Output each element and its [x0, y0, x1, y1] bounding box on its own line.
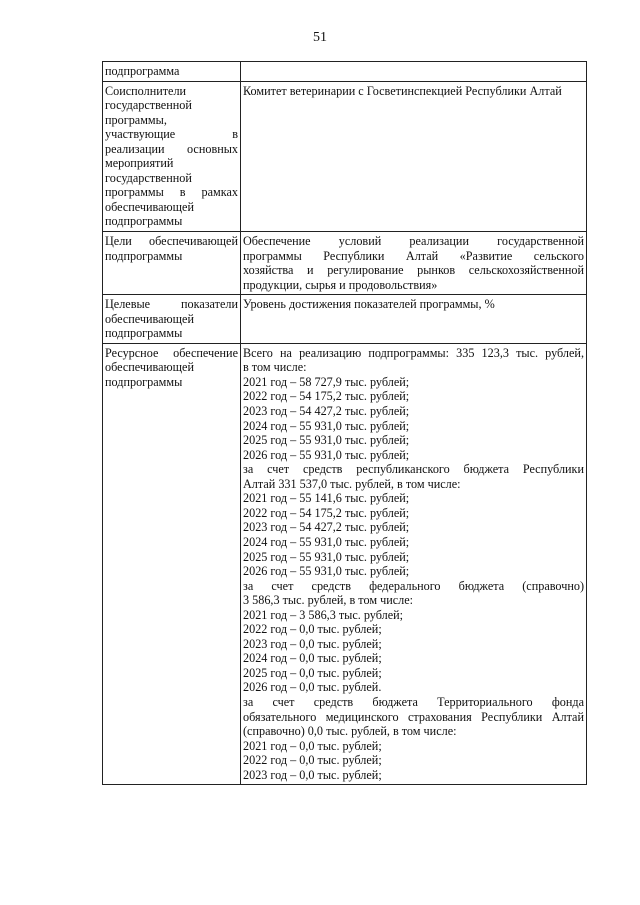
row-label-line: подпрограммы [105, 214, 183, 229]
row-value-line: Комитет ветеринарии с Госветинспекцией Республики Алтай [243, 83, 562, 98]
row-label-line: Соисполнители [105, 83, 187, 98]
row-label-line: подпрограммы [105, 374, 183, 389]
row-label-cell [103, 62, 241, 82]
row-value-line: 2025 год – 0,0 тыс. рублей; [243, 665, 382, 680]
row-value-line: 2026 год – 55 931,0 тыс. рублей; [243, 447, 410, 462]
row-label-line: обеспечивающей [105, 311, 194, 326]
subprogram-passport-table [102, 61, 587, 785]
row-value-cell [241, 62, 587, 82]
row-label-line: программы в рамках [105, 185, 238, 200]
row-value-line: 2022 год – 54 175,2 тыс. рублей; [243, 505, 410, 520]
row-value-line: 2021 год – 0,0 тыс. рублей; [243, 738, 382, 753]
table-row [103, 81, 587, 231]
row-label-line: Цели обеспечивающей [105, 234, 238, 249]
row-value-cell [241, 295, 587, 344]
row-value-line: 2023 год – 0,0 тыс. рублей; [243, 636, 382, 651]
row-value-line: за счет средств федерального бюджета (справочно) [243, 578, 584, 593]
row-value-line: 2025 год – 55 931,0 тыс. рублей; [243, 549, 410, 564]
row-value-cell [241, 232, 587, 295]
row-value-line: в том числе: [243, 360, 307, 375]
row-value-line: 2022 год – 0,0 тыс. рублей; [243, 753, 382, 768]
row-value-line: за счет средств республиканского бюджета Республики [243, 462, 584, 477]
row-value-line: (справочно) 0,0 тыс. рублей, в том числе: [243, 724, 457, 739]
row-value-line: продукции, сырья и продовольствия» [243, 277, 438, 292]
row-label-line: подпрограмма [105, 64, 180, 78]
row-label-line: обеспечивающей [105, 360, 194, 375]
page-number: 51 [313, 30, 327, 45]
row-value-line: 2024 год – 0,0 тыс. рублей; [243, 651, 382, 666]
row-label-line: обеспечивающей [105, 199, 194, 214]
table-row [103, 295, 587, 344]
row-value-line: Обеспечение условий реализации государственной [243, 234, 584, 249]
row-label-cell [103, 232, 241, 295]
row-value-line: 2026 год – 0,0 тыс. рублей. [243, 680, 382, 695]
row-value-line: 2025 год – 55 931,0 тыс. рублей; [243, 433, 410, 448]
table-row [103, 343, 587, 784]
row-label-cell [103, 343, 241, 784]
row-value-line: обязательного медицинского страхования Республики Алтай [243, 709, 584, 724]
row-value-line: 2026 год – 55 931,0 тыс. рублей; [243, 564, 410, 579]
row-value-line: 2023 год – 54 427,2 тыс. рублей; [243, 404, 410, 419]
row-label-cell [103, 81, 241, 231]
row-label-line: подпрограммы [105, 248, 183, 263]
row-value-line: Уровень достижения показателей программы, % [243, 297, 495, 312]
row-value-line: 2024 год – 55 931,0 тыс. рублей; [243, 418, 410, 433]
row-value-line: хозяйства и регулирование рынков сельскохозяйственной [243, 263, 584, 278]
row-label-line: Целевые показатели [105, 297, 238, 312]
row-value-line: 2023 год – 54 427,2 тыс. рублей; [243, 520, 410, 535]
table-row [103, 62, 587, 82]
row-value-line: 2024 год – 55 931,0 тыс. рублей; [243, 534, 410, 549]
row-label-line: государственной [105, 98, 192, 113]
row-value-line: 2021 год – 58 727,9 тыс. рублей; [243, 374, 410, 389]
row-label-line: подпрограммы [105, 326, 183, 341]
row-value-line: программы Республики Алтай «Развитие сельского [243, 248, 584, 263]
row-value-line: Алтай 331 537,0 тыс. рублей, в том числе: [243, 476, 461, 491]
row-value-line: 2023 год – 0,0 тыс. рублей; [243, 767, 382, 782]
row-value-line: Всего на реализацию подпрограммы: 335 123,3 тыс. рублей, [243, 345, 584, 360]
row-value-cell [241, 343, 587, 784]
row-value-line: 2022 год – 0,0 тыс. рублей; [243, 622, 382, 637]
row-value-cell [241, 81, 587, 231]
row-label-line: государственной [105, 170, 192, 185]
row-label-cell [103, 295, 241, 344]
row-label-line: реализации основных [105, 141, 238, 156]
row-label-line: Ресурсное обеспечение [105, 345, 238, 360]
row-value-line: 3 586,3 тыс. рублей, в том числе: [243, 593, 414, 608]
row-value-line: 2021 год – 3 586,3 тыс. рублей; [243, 607, 404, 622]
row-label-line: мероприятий [105, 156, 174, 171]
table-row [103, 232, 587, 295]
row-label-line: участвующие в [105, 127, 238, 142]
row-value-line: 2021 год – 55 141,6 тыс. рублей; [243, 491, 410, 506]
row-value-line: 2022 год – 54 175,2 тыс. рублей; [243, 389, 410, 404]
row-label-line: программы, [105, 112, 167, 127]
row-value-line: за счет средств бюджета Территориального фонда [243, 694, 584, 709]
